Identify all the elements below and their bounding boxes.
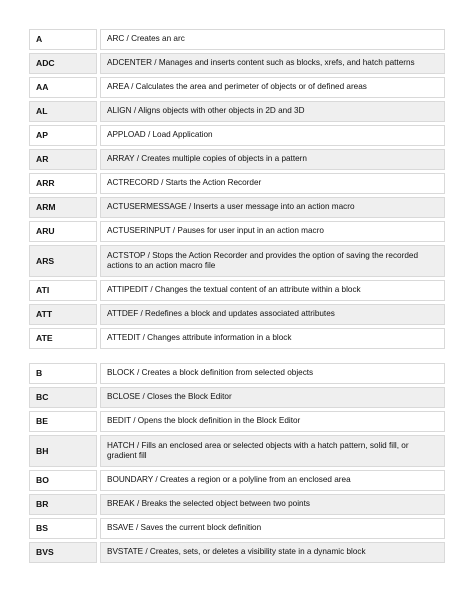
shortcut-abbreviation: BO bbox=[29, 470, 97, 491]
shortcut-description: BOUNDARY / Creates a region or a polyline from an enclosed area bbox=[100, 470, 445, 491]
table-row bbox=[29, 411, 445, 432]
shortcut-description: BVSTATE / Creates, sets, or deletes a visibility state in a dynamic block bbox=[100, 542, 445, 563]
shortcut-description: ACTUSERMESSAGE / Inserts a user message into an action macro bbox=[100, 197, 445, 218]
table-row bbox=[29, 53, 445, 74]
shortcut-description: BSAVE / Saves the current block definition bbox=[100, 518, 445, 539]
table-row bbox=[29, 542, 445, 563]
shortcut-abbreviation: BVS bbox=[29, 542, 97, 563]
shortcut-description: ARRAY / Creates multiple copies of objects in a pattern bbox=[100, 149, 445, 170]
shortcut-description: ADCENTER / Manages and inserts content such as blocks, xrefs, and hatch patterns bbox=[100, 53, 445, 74]
table-row bbox=[29, 101, 445, 122]
shortcut-abbreviation: B bbox=[29, 363, 97, 384]
shortcut-abbreviation: ARS bbox=[29, 245, 97, 277]
shortcut-abbreviation: AR bbox=[29, 149, 97, 170]
table-row bbox=[29, 494, 445, 515]
shortcut-abbreviation: BE bbox=[29, 411, 97, 432]
table-row bbox=[29, 328, 445, 349]
table-row bbox=[29, 304, 445, 325]
shortcut-description: HATCH / Fills an enclosed area or selected objects with a hatch pattern, solid fill, or gradient fill bbox=[100, 435, 445, 467]
table-row bbox=[29, 435, 445, 467]
shortcut-abbreviation: ATT bbox=[29, 304, 97, 325]
table-row bbox=[29, 280, 445, 301]
shortcut-abbreviation: ARR bbox=[29, 173, 97, 194]
shortcut-description: ATTDEF / Redefines a block and updates associated attributes bbox=[100, 304, 445, 325]
shortcut-description: ACTRECORD / Starts the Action Recorder bbox=[100, 173, 445, 194]
shortcut-abbreviation: ARM bbox=[29, 197, 97, 218]
shortcut-abbreviation: BS bbox=[29, 518, 97, 539]
shortcut-description: AREA / Calculates the area and perimeter of objects or of defined areas bbox=[100, 77, 445, 98]
shortcut-description: BCLOSE / Closes the Block Editor bbox=[100, 387, 445, 408]
shortcut-table-b bbox=[29, 363, 445, 563]
shortcut-description: APPLOAD / Load Application bbox=[100, 125, 445, 146]
shortcut-description: BLOCK / Creates a block definition from selected objects bbox=[100, 363, 445, 384]
shortcut-abbreviation: ADC bbox=[29, 53, 97, 74]
table-row bbox=[29, 173, 445, 194]
table-row bbox=[29, 77, 445, 98]
shortcut-description: ACTSTOP / Stops the Action Recorder and provides the option of saving the recorded actions to an action macro file bbox=[100, 245, 445, 277]
shortcut-abbreviation: ARU bbox=[29, 221, 97, 242]
shortcut-description: ARC / Creates an arc bbox=[100, 29, 445, 50]
table-row bbox=[29, 197, 445, 218]
table-row bbox=[29, 125, 445, 146]
shortcut-abbreviation: BH bbox=[29, 435, 97, 467]
table-row bbox=[29, 363, 445, 384]
shortcut-abbreviation: ATE bbox=[29, 328, 97, 349]
table-row bbox=[29, 29, 445, 50]
shortcut-abbreviation: AP bbox=[29, 125, 97, 146]
table-row bbox=[29, 245, 445, 277]
shortcut-abbreviation: AA bbox=[29, 77, 97, 98]
shortcut-abbreviation: BR bbox=[29, 494, 97, 515]
shortcut-table-a bbox=[29, 29, 445, 349]
table-row bbox=[29, 518, 445, 539]
table-row bbox=[29, 470, 445, 491]
shortcut-description: BEDIT / Opens the block definition in the Block Editor bbox=[100, 411, 445, 432]
shortcut-abbreviation: BC bbox=[29, 387, 97, 408]
shortcut-abbreviation: ATI bbox=[29, 280, 97, 301]
table-row bbox=[29, 387, 445, 408]
shortcut-description: BREAK / Breaks the selected object between two points bbox=[100, 494, 445, 515]
table-row bbox=[29, 221, 445, 242]
shortcut-abbreviation: AL bbox=[29, 101, 97, 122]
shortcut-description: ALIGN / Aligns objects with other objects in 2D and 3D bbox=[100, 101, 445, 122]
shortcut-description: ATTIPEDIT / Changes the textual content of an attribute within a block bbox=[100, 280, 445, 301]
shortcut-description: ATTEDIT / Changes attribute information in a block bbox=[100, 328, 445, 349]
shortcut-abbreviation: A bbox=[29, 29, 97, 50]
table-row bbox=[29, 149, 445, 170]
shortcut-description: ACTUSERINPUT / Pauses for user input in an action macro bbox=[100, 221, 445, 242]
